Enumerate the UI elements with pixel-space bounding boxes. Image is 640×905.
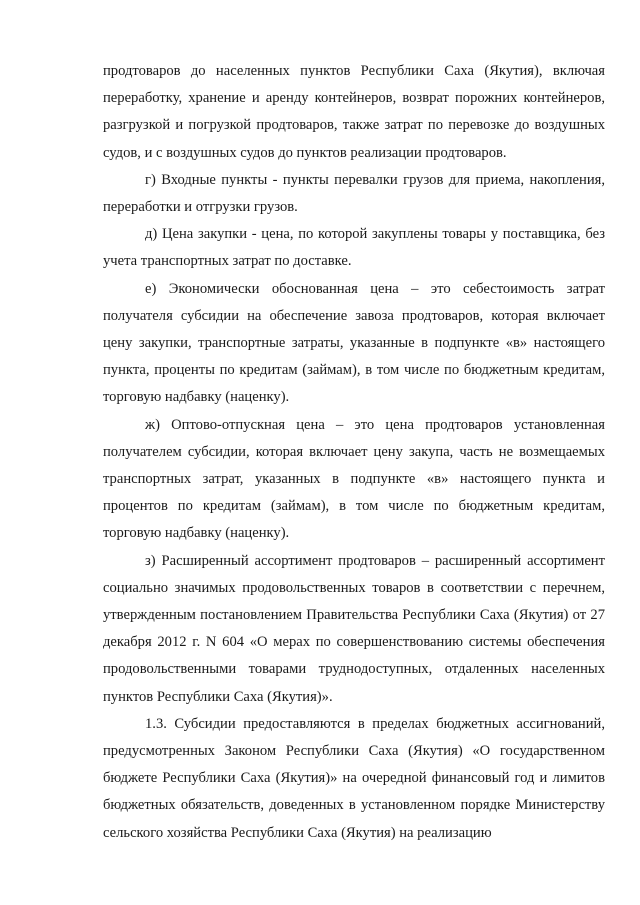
paragraph-z-extended-assortment: з) Расширенный ассортимент продтоваров – расширенный ассортимент социально значимых продовольственных товаров в соответствии с перечнем, утвержденным постановлением Правительства Республики Саха (Якутия) от 27 декабря 2012 г. N 604 «О мерах по совершенствованию системы обеспечения продовольственными товарами труднодоступных, отдаленных населенных пунктов Республики Саха (Якутия)». — [103, 552, 605, 705]
paragraph-zh-wholesale-price: ж) Оптово-отпускная цена – это цена продтоваров установленная получателем субсидии, которая включает цену закупа, часть не возмещаемых транспортных затрат, указанных в подпункте «в» настоящего пункта и процентов по кредитам (займам), в том числе по бюджетным кредитам, торговую надбавку (наценку). — [103, 416, 605, 542]
document-body — [103, 58, 605, 847]
paragraph-1-3-subsidies: 1.3. Субсидии предоставляются в пределах бюджетных ассигнований, предусмотренных Законом Республики Саха (Якутия) «О государственном бюджете Республики Саха (Якутия)» на очередной финансовый год и лимитов бюджетных обязательств, доведенных в установленном порядке Министерству сельского хозяйства Республики Саха (Якутия) на реализацию — [103, 715, 605, 841]
paragraph-g-entry-points: г) Входные пункты - пункты перевалки грузов для приема, накопления, переработки и отгрузки грузов. — [103, 171, 605, 216]
paragraph-e-justified-price: е) Экономически обоснованная цена – это себестоимость затрат получателя субсидии на обеспечение завоза продтоваров, которая включает цену закупки, транспортные затраты, указанные в подпункте «в» настоящего пункта, проценты по кредитам (займам), в том числе по бюджетным кредитам, торговую надбавку (наценку). — [103, 280, 605, 406]
paragraph-d-purchase-price: д) Цена закупки - цена, по которой закуплены товары у поставщика, без учета транспортных затрат по доставке. — [103, 226, 605, 270]
paragraph-continuation: продтоваров до населенных пунктов Республики Саха (Якутия), включая переработку, хранение и аренду контейнеров, возврат порожних контейнеров, разгрузкой и погрузкой продтоваров, также затрат по перевозке до воздушных судов, и с воздушных судов до пунктов реализации продтоваров. — [103, 63, 605, 161]
